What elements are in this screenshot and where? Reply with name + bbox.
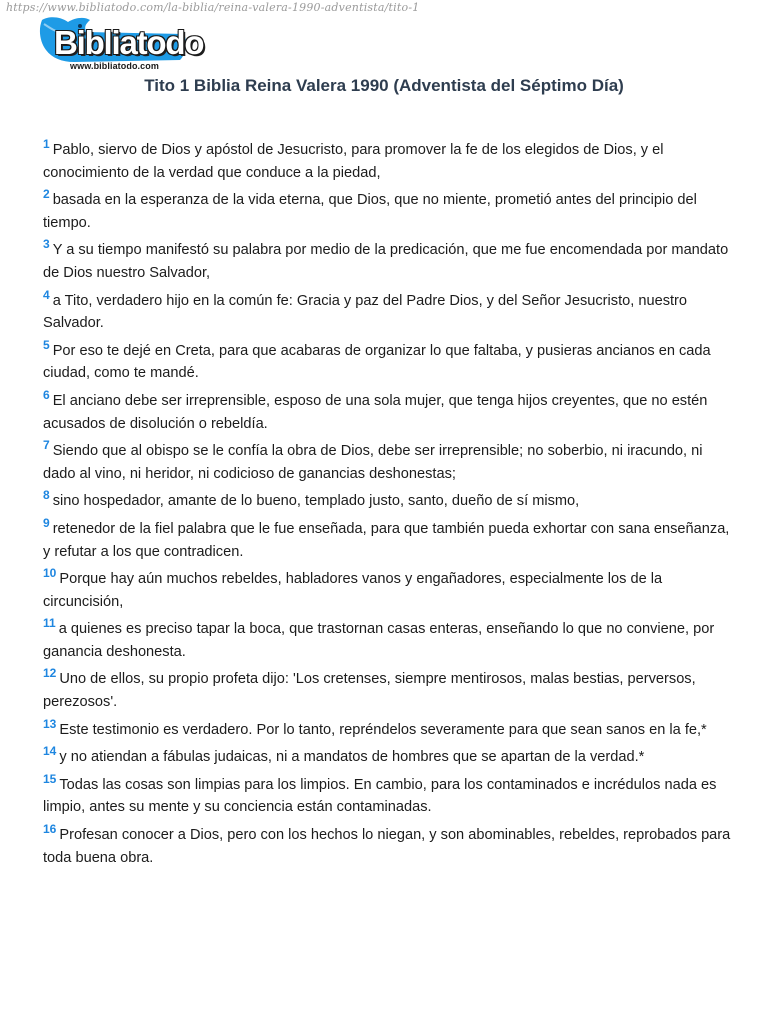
verse-text: Y a su tiempo manifestó su palabra por medio de la predicación, que me fue encomendada por mandato de Dios nuestro Salvador,	[43, 242, 729, 281]
verse-text: basada en la esperanza de la vida eterna, que Dios, que no miente, prometió antes del principio del tiempo.	[43, 192, 697, 231]
verse-number[interactable]: 8	[43, 488, 50, 503]
verse-number[interactable]: 11	[43, 616, 56, 631]
source-url[interactable]: https://www.bibliatodo.com/la-biblia/reina-valera-1990-adventista/tito-1	[6, 1, 420, 14]
verse-15	[43, 771, 733, 819]
bibliatodo-logo[interactable]	[34, 14, 204, 76]
verse-10	[43, 568, 733, 613]
verse-text: Profesan conocer a Dios, pero con los hechos lo niegan, y son abominables, rebeldes, reprobados para toda buena obra.	[43, 827, 731, 866]
verse-text: Porque hay aún muchos rebeldes, habladores vanos y engañadores, especialmente los de la circuncisión,	[43, 571, 663, 610]
verse-text: a quienes es preciso tapar la boca, que trastornan casas enteras, enseñando lo que no conviene, por ganancia deshonesta.	[43, 621, 715, 660]
verse-text: Por eso te dejé en Creta, para que acabaras de organizar lo que faltaba, y pusieras ancianos en cada ciudad, como te mandé.	[43, 342, 711, 382]
verse-number[interactable]: 5	[43, 337, 50, 352]
verse-number[interactable]: 10	[43, 566, 57, 581]
verse-number[interactable]: 3	[43, 237, 50, 252]
verse-number[interactable]: 4	[43, 287, 50, 302]
verse-text: sino hospedador, amante de lo bueno, templado justo, santo, dueño de sí mismo,	[52, 493, 580, 510]
verse-number[interactable]: 1	[43, 137, 50, 151]
verse-number[interactable]: 2	[43, 187, 50, 202]
verse-text: Siendo que al obispo se le confía la obra de Dios, debe ser irreprensible; no soberbio, ni iracundo, ni dado al vino, ni heridor, ni codicioso de ganancias deshonestas;	[43, 443, 703, 482]
verse-text: El anciano debe ser irreprensible, esposo de una sola mujer, que tenga hijos creyentes, que no estén acusados de disolución o rebeldía.	[43, 392, 708, 432]
page-title: Tito 1 Biblia Reina Valera 1990 (Adventista del Séptimo Día)	[144, 76, 624, 95]
verse-2	[43, 189, 733, 234]
verse-list	[43, 139, 733, 874]
verse-text: Este testimonio es verdadero. Por lo tanto, repréndelos severamente para que sean sanos en la fe,*	[59, 721, 707, 738]
verse-16	[43, 824, 733, 869]
verse-number[interactable]: 9	[43, 515, 50, 530]
verse-text: a Tito, verdadero hijo en la común fe: Gracia y paz del Padre Dios, y del Señor Jesucristo, nuestro Salvador.	[43, 292, 688, 332]
verse-13	[43, 716, 733, 742]
verse-6	[43, 387, 733, 435]
verse-5	[43, 337, 733, 385]
verse-11	[43, 618, 733, 663]
verse-text: y no atiendan a fábulas judaicas, ni a mandatos de hombres que se apartan de la verdad.*	[59, 749, 645, 766]
verse-9	[43, 515, 733, 563]
verse-8	[43, 490, 733, 513]
verse-1	[43, 139, 733, 184]
verse-number[interactable]: 7	[43, 438, 50, 453]
verse-number[interactable]: 15	[43, 771, 57, 786]
verse-number[interactable]: 6	[43, 387, 50, 402]
logo-website: www.bibliatodo.com	[70, 61, 159, 71]
verse-number[interactable]: 12	[43, 666, 57, 681]
verse-3	[43, 239, 733, 284]
verse-7	[43, 440, 733, 485]
verse-14	[43, 746, 733, 769]
verse-12	[43, 668, 733, 713]
verse-number[interactable]: 14	[43, 744, 57, 759]
verse-text: Todas las cosas son limpias para los limpios. En cambio, para los contaminados e incrédulos nada es limpio, antes su mente y su conciencia están contaminadas.	[43, 776, 717, 816]
verse-text: Uno de ellos, su propio profeta dijo: 'Los cretenses, siempre mentirosos, malas bestias, perversos, perezosos'.	[43, 671, 696, 711]
verse-4	[43, 287, 733, 335]
verse-text: retenedor de la fiel palabra que le fue enseñada, para que también pueda exhortar con sana enseñanza, y refutar a los que contradicen.	[43, 520, 730, 560]
logo-wordmark: Bibliatodo	[54, 24, 204, 61]
verse-number[interactable]: 13	[43, 716, 57, 731]
verse-text: Pablo, siervo de Dios y apóstol de Jesucristo, para promover la fe de los elegidos de Dios, y el conocimiento de la verdad que conduce a la piedad,	[43, 142, 664, 181]
verse-number[interactable]: 16	[43, 822, 57, 837]
